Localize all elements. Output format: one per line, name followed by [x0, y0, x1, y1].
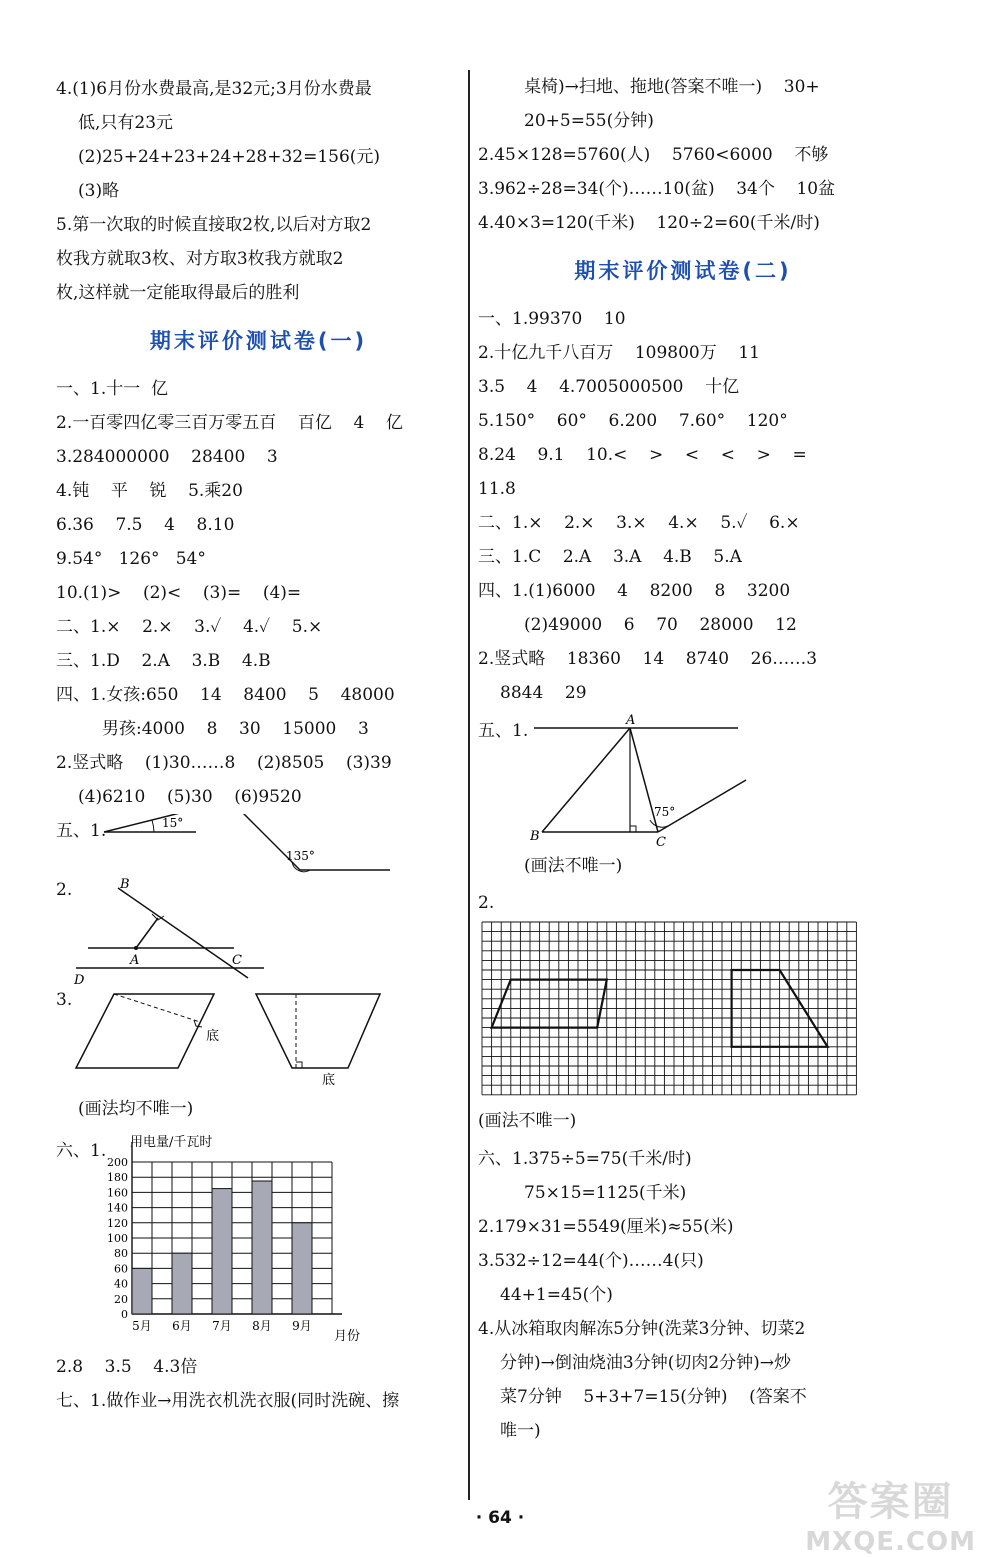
- answer-line: 11.8: [478, 479, 516, 499]
- point-d-label: D: [74, 973, 85, 986]
- answer-line: 9.54° 126° 54°: [56, 549, 206, 569]
- section-title-exam-1: 期末评价测试卷(一): [149, 329, 368, 353]
- answer-line: 2.竖式略 (1)30……8 (2)8505 (3)39: [56, 753, 392, 773]
- answer-line: 2.45×128=5760(人) 5760<6000 不够: [478, 145, 829, 165]
- answer-line: 6.36 7.5 4 8.10: [56, 515, 235, 535]
- y-axis-label: 用电量/千瓦时: [130, 1135, 213, 1150]
- answer-line: 8844 29: [500, 683, 587, 703]
- answer-line: 4.钝 平 锐 5.乘20: [56, 481, 243, 501]
- figure-label: 2.: [56, 880, 73, 900]
- bar-6月: [172, 1253, 192, 1314]
- angle-figure: [56, 814, 461, 876]
- figure-label: 五、1.: [478, 721, 529, 741]
- answer-line: (3)略: [78, 181, 120, 201]
- y-tick-label: 200: [107, 1156, 128, 1169]
- answer-line: 二、1.× 2.× 3.✓ 4.✓ 5.×: [56, 617, 323, 637]
- x-tick-label: 8月: [252, 1319, 272, 1333]
- y-tick-label: 100: [107, 1232, 128, 1245]
- y-tick-label: 0: [121, 1308, 128, 1321]
- answer-line: 三、1.C 2.A 3.A 4.B 5.A: [478, 547, 742, 567]
- bar-chart-svg: [56, 1132, 456, 1350]
- x-tick-label: 6月: [172, 1319, 192, 1333]
- point-c-label: C: [232, 953, 242, 968]
- point-b-label: B: [120, 877, 130, 892]
- y-tick-label: 140: [107, 1201, 128, 1215]
- x-tick-label: 5月: [132, 1319, 152, 1333]
- bar-5月: [132, 1268, 152, 1314]
- answer-line: (2)25+24+23+24+28+32=156(元): [78, 147, 381, 167]
- note-line: (画法不唯一): [524, 856, 623, 876]
- figure-label: 2.: [478, 893, 495, 913]
- x-axis-label: 月份: [334, 1329, 361, 1344]
- answer-line: 一、1.99370 10: [478, 309, 626, 329]
- right-column: [478, 70, 888, 1448]
- point-a-label: A: [130, 953, 140, 968]
- perpendicular-figure: [56, 876, 461, 986]
- page-number: · 64 ·: [475, 1508, 525, 1528]
- figure-label: 六、1.: [56, 1141, 107, 1161]
- answer-line: 4.40×3=120(千米) 120÷2=60(千米/时): [478, 213, 820, 233]
- y-tick-label: 60: [114, 1262, 128, 1276]
- bar-9月: [292, 1223, 312, 1314]
- point-c-label: C: [656, 835, 666, 846]
- answer-line: 唯一): [500, 1421, 541, 1441]
- answer-line: 男孩:4000 8 30 15000 3: [102, 719, 369, 739]
- answer-line: 5.第一次取的时候直接取2枚,以后对方取2: [56, 215, 372, 235]
- y-tick-label: 120: [107, 1216, 128, 1230]
- angle-drawing: [56, 814, 456, 876]
- y-tick-label: 80: [114, 1247, 128, 1261]
- height-drawing: [56, 986, 456, 1086]
- figure-label: 3.: [56, 990, 73, 1010]
- grid-drawing: [478, 920, 888, 1100]
- bar-chart: [56, 1132, 461, 1350]
- left-column: [56, 72, 461, 1418]
- x-tick-label: 9月: [292, 1319, 312, 1333]
- answer-line: 3.5 4 4.7005000500 十亿: [478, 377, 740, 397]
- answer-line: 3.962÷28=34(个)……10(盆) 34个 10盆: [478, 179, 836, 199]
- grid-figure: [478, 920, 888, 1100]
- answer-line: 10.(1)> (2)< (3)= (4)=: [56, 583, 302, 603]
- answer-line: 七、1.做作业→用洗衣机洗衣服(同时洗碗、擦: [56, 1391, 400, 1411]
- point-b-label: B: [530, 829, 540, 844]
- note-line: (画法不唯一): [478, 1111, 577, 1131]
- answer-line: 枚,这样就一定能取得最后的胜利: [56, 283, 300, 303]
- answer-line: 2.8 3.5 4.3倍: [56, 1357, 198, 1377]
- bar-7月: [212, 1189, 232, 1314]
- y-tick-label: 160: [107, 1186, 128, 1200]
- answer-line: (4)6210 (5)30 (6)9520: [78, 787, 302, 807]
- bar-8月: [252, 1181, 272, 1314]
- answer-line: 四、1.(1)6000 4 8200 8 3200: [478, 581, 791, 601]
- answer-line: 75×15=1125(千米): [524, 1183, 687, 1203]
- angle-75-label: 75°: [654, 805, 676, 819]
- answer-line: 枚我方就取3枚、对方取3枚我方就取2: [56, 249, 344, 269]
- column-divider: [468, 70, 470, 1500]
- answer-line: 3.532÷12=44(个)……4(只): [478, 1251, 704, 1271]
- y-tick-label: 180: [107, 1171, 128, 1185]
- answer-line: 一、1.十一 亿: [56, 379, 169, 399]
- answer-line: 三、1.D 2.A 3.B 4.B: [56, 651, 271, 671]
- answer-line: 低,只有23元: [78, 113, 174, 133]
- answer-line: 44+1=45(个): [500, 1285, 613, 1305]
- note-line: (画法均不唯一): [78, 1099, 194, 1119]
- answer-line: 二、1.× 2.× 3.× 4.× 5.✓ 6.×: [478, 513, 800, 533]
- base-label: 底: [206, 1029, 220, 1044]
- section-title-exam-2: 期末评价测试卷(二): [574, 259, 792, 283]
- answer-line: 分钟)→倒油烧油3分钟(切肉2分钟)→炒: [500, 1353, 792, 1373]
- answer-line: 六、1.375÷5=75(千米/时): [478, 1149, 692, 1169]
- y-tick-label: 20: [114, 1292, 128, 1306]
- point-a-label: A: [626, 713, 636, 728]
- answer-line: 20+5=55(分钟): [524, 111, 654, 131]
- angle-15-label: 15°: [162, 816, 184, 830]
- answer-line: 5.150° 60° 6.200 7.60° 120°: [478, 411, 788, 431]
- answer-line: 4.(1)6月份水费最高,是32元;3月份水费最: [56, 79, 372, 99]
- answer-line: 2.179×31=5549(厘米)≈55(米): [478, 1217, 734, 1237]
- answer-line: 桌椅)→扫地、拖地(答案不唯一) 30+: [524, 77, 820, 97]
- triangle-drawing: [478, 710, 888, 846]
- height-figure: [56, 986, 461, 1086]
- figure-label: 五、1.: [56, 821, 107, 841]
- perpendicular-drawing: [56, 876, 456, 986]
- watermark: [805, 1470, 976, 1557]
- y-tick-label: 40: [114, 1277, 128, 1291]
- answer-line: 菜7分钟 5+3+7=15(分钟) (答案不: [500, 1387, 807, 1407]
- answer-line: 8.24 9.1 10.< > < < > =: [478, 445, 807, 465]
- answer-line: 2.竖式略 18360 14 8740 26……3: [478, 649, 818, 669]
- watermark-url: MXQE.COM: [805, 1527, 976, 1557]
- answer-line: 2.一百零四亿零三百万零五百 百亿 4 亿: [56, 413, 403, 433]
- answer-line: 四、1.女孩:650 14 8400 5 48000: [56, 685, 395, 705]
- watermark-logo-text: 答案圈: [827, 1479, 954, 1525]
- answer-line: (2)49000 6 70 28000 12: [524, 615, 797, 635]
- x-tick-label: 7月: [212, 1319, 232, 1333]
- answer-line: 3.284000000 28400 3: [56, 447, 278, 467]
- angle-135-label: 135°: [286, 849, 315, 863]
- base-label: 底: [322, 1073, 336, 1086]
- answer-line: 2.十亿九千八百万 109800万 11: [478, 343, 760, 363]
- triangle-figure: [478, 710, 888, 846]
- answer-line: 4.从冰箱取肉解冻5分钟(洗菜3分钟、切菜2: [478, 1319, 806, 1339]
